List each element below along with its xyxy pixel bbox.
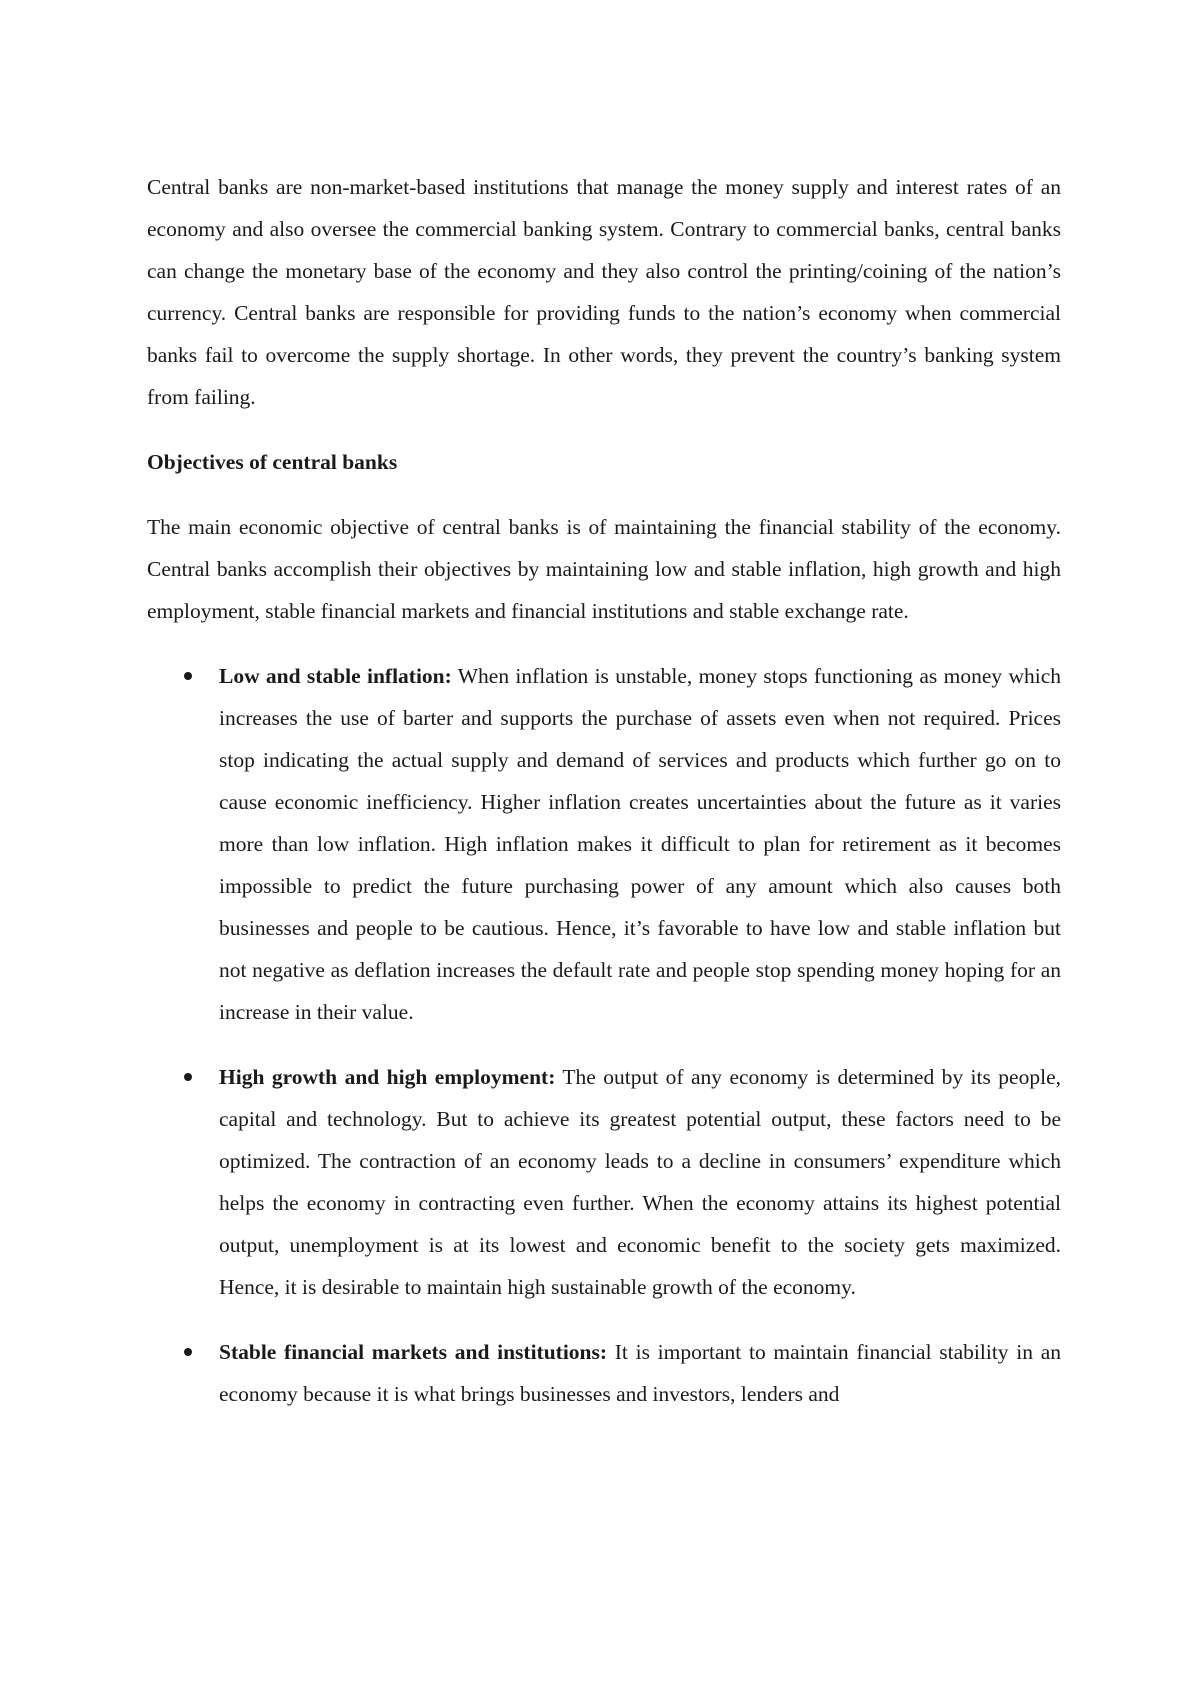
objectives-list: [147, 655, 1061, 1415]
list-item: [147, 1056, 1061, 1308]
section-paragraph: The main economic objective of central banks is of maintaining the financial stability of the economy. Central banks accomplish their objectives by maintaining low and stable inflation, high growth and high employment, stable financial markets and financial institutions and stable exchange rate.: [147, 515, 1061, 623]
list-item: [147, 1331, 1061, 1415]
bullet-icon: [184, 672, 192, 680]
intro-paragraph: Central banks are non-market-based institutions that manage the money supply and interest rates of an economy and also oversee the commercial banking system. Contrary to commercial banks, central banks can change the monetary base of the economy and they also control the printing/coining of the nation’s currency. Central banks are responsible for providing funds to the nation’s economy when commercial banks fail to overcome the supply shortage. In other words, they prevent the country’s banking system from failing.: [147, 175, 1061, 409]
bullet-label: High growth and high employment:: [219, 1065, 556, 1089]
bullet-label: Stable financial markets and institutions:: [219, 1340, 608, 1364]
bullet-label: Low and stable inflation:: [219, 664, 452, 688]
list-item: [147, 655, 1061, 1033]
bullet-icon: [184, 1073, 192, 1081]
section-heading: Objectives of central banks: [147, 450, 398, 474]
document-body: [147, 166, 1061, 1438]
bullet-icon: [184, 1348, 192, 1356]
bullet-text: When inflation is unstable, money stops functioning as money which increases the use of barter and supports the purchase of assets even when not required. Prices stop indicating the actual supply and demand of services and products which further go on to cause economic inefficiency. Higher inflation creates uncertainties about the future as it varies more than low inflation. High inflation makes it difficult to plan for retirement as it becomes impossible to predict the future purchasing power of any amount which also causes both businesses and people to be cautious. Hence, it’s favorable to have low and stable inflation but not negative as deflation increases the default rate and people stop spending money hoping for an increase in their value.: [219, 664, 1061, 1024]
bullet-text: The output of any economy is determined by its people, capital and technology. But to achieve its greatest potential output, these factors need to be optimized. The contraction of an economy leads to a decline in consumers’ expenditure which helps the economy in contracting even further. When the economy attains its highest potential output, unemployment is at its lowest and economic benefit to the society gets maximized. Hence, it is desirable to maintain high sustainable growth of the economy.: [219, 1065, 1061, 1299]
bullet-text: It is important to maintain financial stability in an economy because it is what brings businesses and investors, lenders and: [219, 1340, 1061, 1406]
